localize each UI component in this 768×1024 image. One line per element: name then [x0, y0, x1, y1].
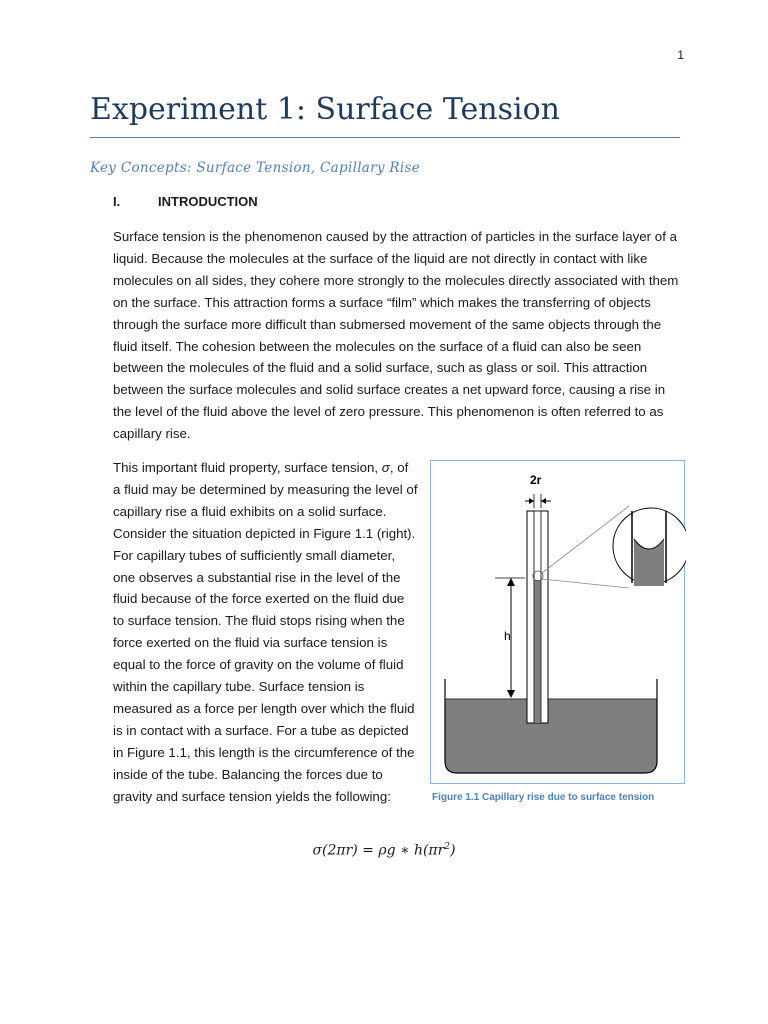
- sigma-symbol: σ: [381, 460, 390, 475]
- figure-caption: Figure 1.1 Capillary rise due to surface tension: [432, 792, 655, 803]
- section-number: I.: [113, 194, 121, 209]
- title-underline: [90, 137, 680, 138]
- capillary-diagram: [431, 461, 686, 785]
- capillary-fluid-column: [535, 580, 541, 723]
- page-number: 1: [677, 48, 684, 62]
- paragraph-text-rest: , of a fluid may be determined by measuring the level of capillary rise a fluid exhibits on a solid surface. Consider the situation depicted in Figure 1.1 (right). For capillary tubes of sufficiently small diameter, one observes a substantial rise in the level of the fluid because of the force exerted on the fluid due to surface tension. The fluid stops rising when the force exerted on the fluid via surface tension is equal to the force of gravity on the volume of fluid within the capillary tube. Surface tension is measured as a force per length over which the fluid is in contact with a surface. For a tube as depicted in Figure 1.1, this length is the circumference of the inside of the tube. Balancing the forces due to gravity and surface tension yields the following:: [113, 460, 418, 804]
- height-arrowhead-top: [507, 578, 515, 586]
- zoom-line-bottom: [542, 579, 629, 588]
- section-title: INTRODUCTION: [158, 194, 258, 209]
- key-concepts-subtitle: Key Concepts: Surface Tension, Capillary Rise: [90, 160, 421, 176]
- equation-close: ): [450, 842, 456, 859]
- equation: [0, 842, 768, 859]
- section-heading: [113, 194, 258, 209]
- equation-body: σ(2πr) = ρg ∗ h(πr: [312, 842, 445, 859]
- paragraph-text-start: This important fluid property, surface tension,: [113, 460, 382, 475]
- capillary-figure: [430, 460, 685, 784]
- diameter-arrowhead-left: [529, 498, 534, 504]
- height-arrowhead-bottom: [507, 690, 515, 698]
- equation-exponent: 2: [444, 842, 451, 852]
- surface-tension-paragraph: [113, 457, 418, 808]
- container-fluid: [445, 699, 657, 773]
- label-height: h: [504, 629, 511, 643]
- label-diameter: 2r: [530, 473, 542, 487]
- diameter-arrowhead-right: [541, 498, 546, 504]
- intro-paragraph: Surface tension is the phenomenon caused by the attraction of particles in the surface layer of a liquid. Because the molecules at the surface of the liquid are not directly in contact with like molecules on all sides, they cohere more strongly to the molecules directly associated with them on the surface. This attraction forms a surface “film” which makes the transferring of objects through the surface more difficult than submersed movement of the same objects through the fluid itself. The cohesion between the molecules on the surface of a fluid can also be seen between the molecules of the fluid and a solid surface, such as glass or soil. This attraction between the surface molecules and solid surface creates a net upward force, causing a rise in the level of the fluid above the level of zero pressure. This phenomenon is often referred to as capillary rise.: [113, 229, 679, 442]
- page-title: Experiment 1: Surface Tension: [90, 92, 560, 127]
